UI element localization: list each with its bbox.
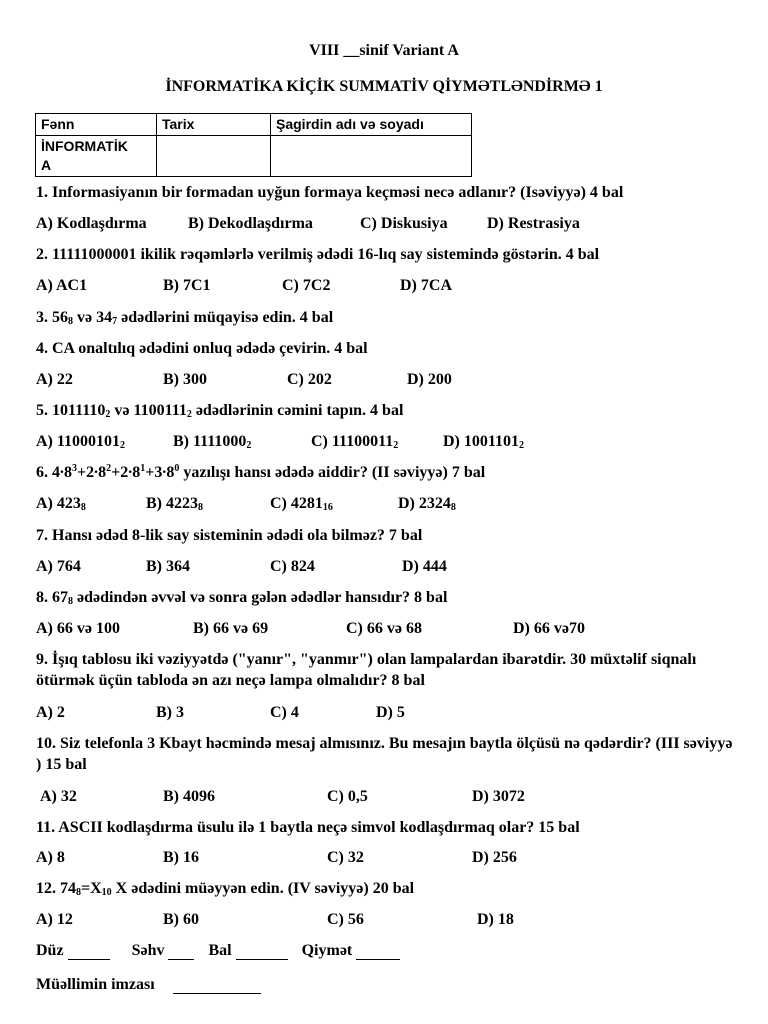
q11-option-b[interactable]: B) 16 xyxy=(163,849,199,866)
question-10: 10. Siz telefonla 3 Kbayt həcmində mesaj almısınız. Bu mesajın baytla ölçüsü nə qədərdir? (III səviyyə ) 15 bal xyxy=(36,735,733,773)
q6-option-d[interactable]: D) $2324_8$ xyxy=(398,495,456,513)
student-name-cell[interactable] xyxy=(271,136,472,177)
q9-option-a[interactable]: A) 2 xyxy=(36,704,65,721)
q8-option-a[interactable]: A) 66 və 100 xyxy=(36,620,120,637)
q8-option-d[interactable]: D) 66 və70 xyxy=(513,620,585,637)
q10-option-d[interactable]: D) 3072 xyxy=(472,788,525,805)
q5-option-b[interactable]: B) $1111000_2$ xyxy=(173,433,252,451)
q1-option-d[interactable]: D) Restrasiya xyxy=(487,215,580,232)
grade-label: Qiymət xyxy=(301,942,353,959)
signature-line xyxy=(36,975,261,994)
wrong-label: Səhv xyxy=(131,942,165,959)
q5-option-d[interactable]: D) $1001101_2$ xyxy=(443,433,524,451)
header-subject: Fənn xyxy=(36,114,157,136)
q10-option-a[interactable]: A) 32 xyxy=(40,788,77,805)
title-line-2: İNFORMATİKA KİÇİK SUMMATİV QİYMƏTLƏNDİRMƏ 1 xyxy=(165,78,603,95)
q7-option-a[interactable]: A) 764 xyxy=(36,558,81,575)
subject-cell xyxy=(36,136,157,177)
q11-option-d[interactable]: D) 256 xyxy=(472,849,517,866)
score-line xyxy=(36,941,400,960)
q11-option-c[interactable]: C) 32 xyxy=(327,849,364,866)
question-6: 6. $4\cdot 8^3+2\cdot 8^2+2\cdot 8^1+3\cdot 8^0$ yazılışı hansı ədədə aiddir? (II səviyyə) 7 bal xyxy=(36,463,486,481)
q11-option-a[interactable]: A) 8 xyxy=(36,849,65,866)
grade-field[interactable] xyxy=(356,944,400,960)
subject-line-2: A xyxy=(41,157,52,173)
question-7: 7. Hansı ədəd 8-lik say sisteminin ədədi ola bilməz? 7 bal xyxy=(36,527,423,544)
score-label: Bal xyxy=(208,942,232,959)
q9-option-b[interactable]: B) 3 xyxy=(156,704,184,721)
q8-option-b[interactable]: B) 66 və 69 xyxy=(193,620,269,637)
header-date: Tarix xyxy=(157,114,271,136)
q6-option-c[interactable]: C) $4281_{16}$ xyxy=(270,495,333,513)
q2-option-d[interactable]: D) 7CA xyxy=(400,277,452,294)
signature-label: Müəllimin imzası xyxy=(36,976,155,993)
q7-option-c[interactable]: C) 824 xyxy=(270,558,315,575)
question-9: 9. İşıq tablosu iki vəziyyətdə ("yanır", "yanmır") olan lampalardan ibarətdir. 30 müxtəlif siqnalı ötürmək üçün tabloda ən azı neçə lampa olmalıdır? 8 bal xyxy=(36,651,697,689)
q1-option-c[interactable]: C) Diskusiya xyxy=(360,215,448,232)
q6-option-b[interactable]: B) $4223_8$ xyxy=(146,495,203,513)
question-4: 4. CA onaltılıq ədədini onluq ədədə çevirin. 4 bal xyxy=(36,340,368,357)
q4-option-d[interactable]: D) 200 xyxy=(407,371,452,388)
question-12: 12. $74_8=X_{10}$ X ədədini müəyyən edin. (IV səviyyə) 20 bal xyxy=(36,880,415,898)
header-student-name: Şagirdin adı və soyadı xyxy=(271,114,472,136)
q12-option-d[interactable]: D) 18 xyxy=(477,911,514,928)
title-line-1: VIII __sinif Variant A xyxy=(309,42,459,59)
q4-option-c[interactable]: C) 202 xyxy=(287,371,332,388)
wrong-count-field[interactable] xyxy=(168,944,194,960)
q12-option-c[interactable]: C) 56 xyxy=(327,911,364,928)
table-row xyxy=(36,136,472,177)
q2-option-a[interactable]: A) AC1 xyxy=(36,277,88,294)
score-field[interactable] xyxy=(236,944,288,960)
q5-option-a[interactable]: A) $11000101_2$ xyxy=(36,433,125,451)
q4-option-b[interactable]: B) 300 xyxy=(163,371,207,388)
q12-option-b[interactable]: B) 60 xyxy=(163,911,199,928)
q9-option-d[interactable]: D) 5 xyxy=(376,704,405,721)
q5-option-c[interactable]: C) $11100011_2$ xyxy=(311,433,399,451)
q4-option-a[interactable]: A) 22 xyxy=(36,371,73,388)
correct-count-field[interactable] xyxy=(68,944,110,960)
question-1: 1. Informasiyanın bir formadan uyğun formaya keçməsi necə adlanır? (Isəviyyə) 4 bal xyxy=(36,184,624,201)
question-3: 3. $56_8$ və $34_7$ ədədlərini müqayisə edin. 4 bal xyxy=(36,309,334,327)
q7-option-b[interactable]: B) 364 xyxy=(146,558,190,575)
q10-option-b[interactable]: B) 4096 xyxy=(163,788,215,805)
q1-option-a[interactable]: A) Kodlaşdırma xyxy=(36,215,147,232)
signature-field[interactable] xyxy=(173,978,261,994)
q12-option-a[interactable]: A) 12 xyxy=(36,911,73,928)
question-8: 8. $67_8$ ədədindən əvvəl və sonra gələn ədədlər hansıdır? 8 bal xyxy=(36,589,448,607)
question-2: 2. 11111000001 ikilik rəqəmlərlə verilmiş ədədi 16-lıq say sistemində göstərin. 4 bal xyxy=(36,246,600,263)
question-5: 5. $1011110_2$ və $1100111_2$ ədədlərinin cəmini tapın. 4 bal xyxy=(36,402,404,420)
q2-option-b[interactable]: B) 7C1 xyxy=(163,277,211,294)
q10-option-c[interactable]: C) 0,5 xyxy=(327,788,368,805)
student-info-table xyxy=(35,113,472,177)
subject-line-1: İNFORMATİK xyxy=(41,138,128,154)
q2-option-c[interactable]: C) 7C2 xyxy=(282,277,331,294)
q1-option-b[interactable]: B) Dekodlaşdırma xyxy=(188,215,313,232)
question-11: 11. ASCII kodlaşdırma üsulu ilə 1 baytla neçə simvol kodlaşdırmaq olar? 15 bal xyxy=(36,819,580,836)
q7-option-d[interactable]: D) 444 xyxy=(402,558,447,575)
q9-option-c[interactable]: C) 4 xyxy=(270,704,299,721)
q8-option-c[interactable]: C) 66 və 68 xyxy=(346,620,422,637)
q6-option-a[interactable]: A) $423_8$ xyxy=(36,495,86,513)
date-cell[interactable] xyxy=(157,136,271,177)
correct-label: Düz xyxy=(36,942,64,959)
table-header-row xyxy=(36,114,472,136)
